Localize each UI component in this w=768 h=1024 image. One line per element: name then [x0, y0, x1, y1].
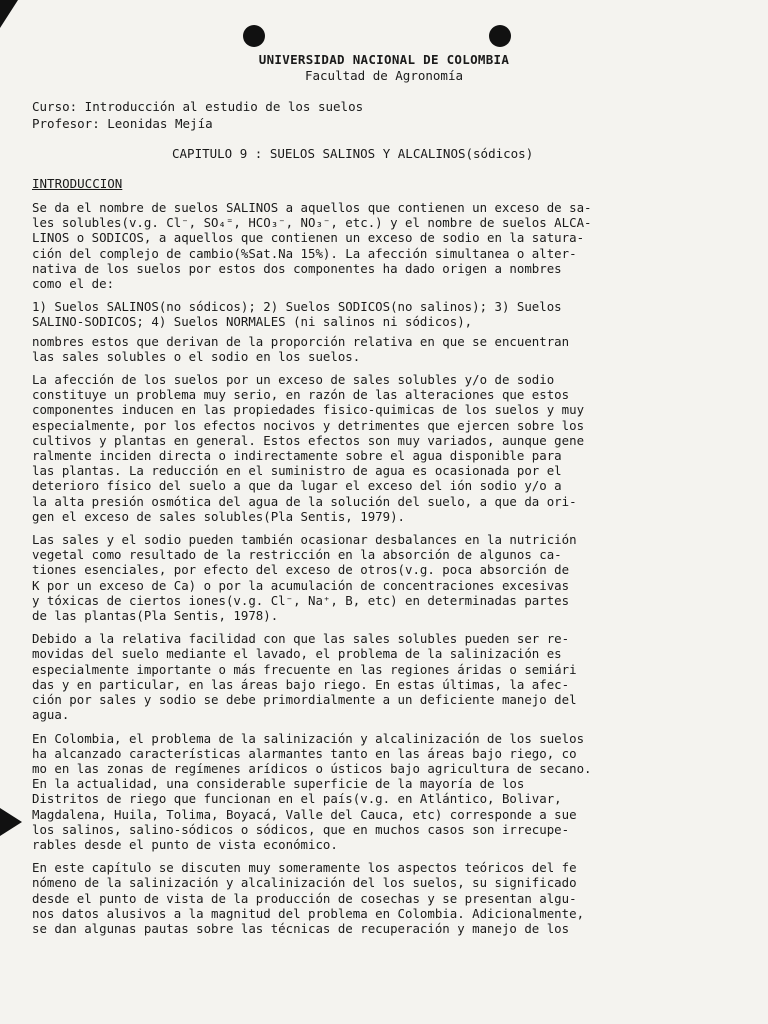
chapter-title: CAPITULO 9 : SUELOS SALINOS Y ALCALINOS(sódicos) — [172, 146, 534, 161]
university-name: UNIVERSIDAD NACIONAL DE COLOMBIA — [258, 52, 510, 67]
paragraph: La afección de los suelos por un exceso de sales solubles y/o de sodio constituye un problema muy serio, en razón de las alteraciones que estos componentes inducen en las propiedades fisico-quimicas de los suelos y muy especialmente, por los efectos nocivos y detrimentes que ejercen sobre los cultivos y plantas en general. Estos efectos son muy variados, aunque gene ralmente inciden directa o indirectamente sobre el agua disponible para las plantas. La reducción en el suministro de agua es ocasionada por el deterioro físico del suelo a que da lugar el exceso del ión sodio y/o a la alta presión osmótica del agua de la solución del suelo, a que da ori- gen el exceso de sales solubles(Pla Sentis, 1979). — [32, 372, 585, 524]
edge-mark — [0, 808, 22, 836]
paragraph: nombres estos que derivan de la proporción relativa en que se encuentran las sales solubles o el sodio en los suelos. — [32, 333, 570, 364]
course-line: Curso: Introducción al estudio de los suelos — [32, 99, 364, 114]
faculty-name: Facultad de Agronomía — [304, 68, 464, 83]
professor-line: Profesor: Leonidas Mejía — [32, 116, 213, 131]
section-title: INTRODUCCION — [32, 176, 123, 191]
punch-hole-left — [243, 25, 265, 47]
punch-hole-right — [489, 25, 511, 47]
paragraph: Debido a la relativa facilidad con que las sales solubles pueden ser re- movidas del suelo mediante el lavado, el problema de la salinización es especialmente importante o más frecuente en las regiones áridas o semiári das y en particular, en las áreas bajo riego. En estas últimas, la afec- ción por sales y sodio se debe primordialmente a un deficiente manejo del agua. — [32, 631, 577, 723]
paragraph: Las sales y el sodio pueden también ocasionar desbalances en la nutrición vegetal como resultado de la restricción en la absorción de algunos ca- tiones esenciales, por efecto del exceso de otros(v.g. poca absorción de K por un exceso de Ca) o por la acumulación de concentraciones excesivas y tóxicas de ciertos iones(v.g. Cl⁻, Na⁺, B, etc) en determinadas partes de las plantas(Pla Sentis, 1978). — [32, 532, 577, 624]
course-info — [32, 98, 363, 132]
document-body — [32, 200, 722, 944]
paragraph: En Colombia, el problema de la salinización y alcalinización de los suelos ha alcanzado características alarmantes tanto en las áreas bajo riego, co mo en las zonas de regímenes arídicos o ústicos bajo agricultura de secano. En la actualidad, una considerable superficie de la mayoría de los Distritos de riego que funcionan en el país(v.g. en Atlántico, Bolivar, Magdalena, Huila, Tolima, Boyacá, Valle del Cauca, etc) corresponde a sue los salinos, salino-sódicos o sódicos, que en muchos casos son irrecupe- rables desde el punto de vista económico. — [32, 730, 592, 852]
paragraph: En este capítulo se discuten muy someramente los aspectos teóricos del fe nómeno de la salinización y alcalinización del los suelos, su significado desde el punto de vista de la producción de cosechas y se presentan algu- nos datos alusivos a la magnitud del problema en Colombia. Adicionalmente, se dan algunas pautas sobre las técnicas de recuperación y manejo de los — [32, 860, 585, 936]
corner-mark — [0, 0, 18, 28]
paragraph-list: 1) Suelos SALINOS(no sódicos); 2) Suelos SODICOS(no salinos); 3) Suelos SALINO-SODICOS; 4) Suelos NORMALES (ni salinos ni sódicos), — [32, 299, 562, 330]
paragraph: Se da el nombre de suelos SALINOS a aquellos que contienen un exceso de sa- les solubles(v.g. Cl⁻, SO₄⁼, HCO₃⁻, NO₃⁻, etc.) y el nombre de suelos ALCA- LINOS o SODICOS, a aquellos que contienen un exceso de sodio en la satura- ción del complejo de cambio(%Sat.Na 15%). La afección simultanea o alter- nativa de los suelos por estos dos componentes ha dado origen a nombres como el de: — [32, 200, 592, 292]
